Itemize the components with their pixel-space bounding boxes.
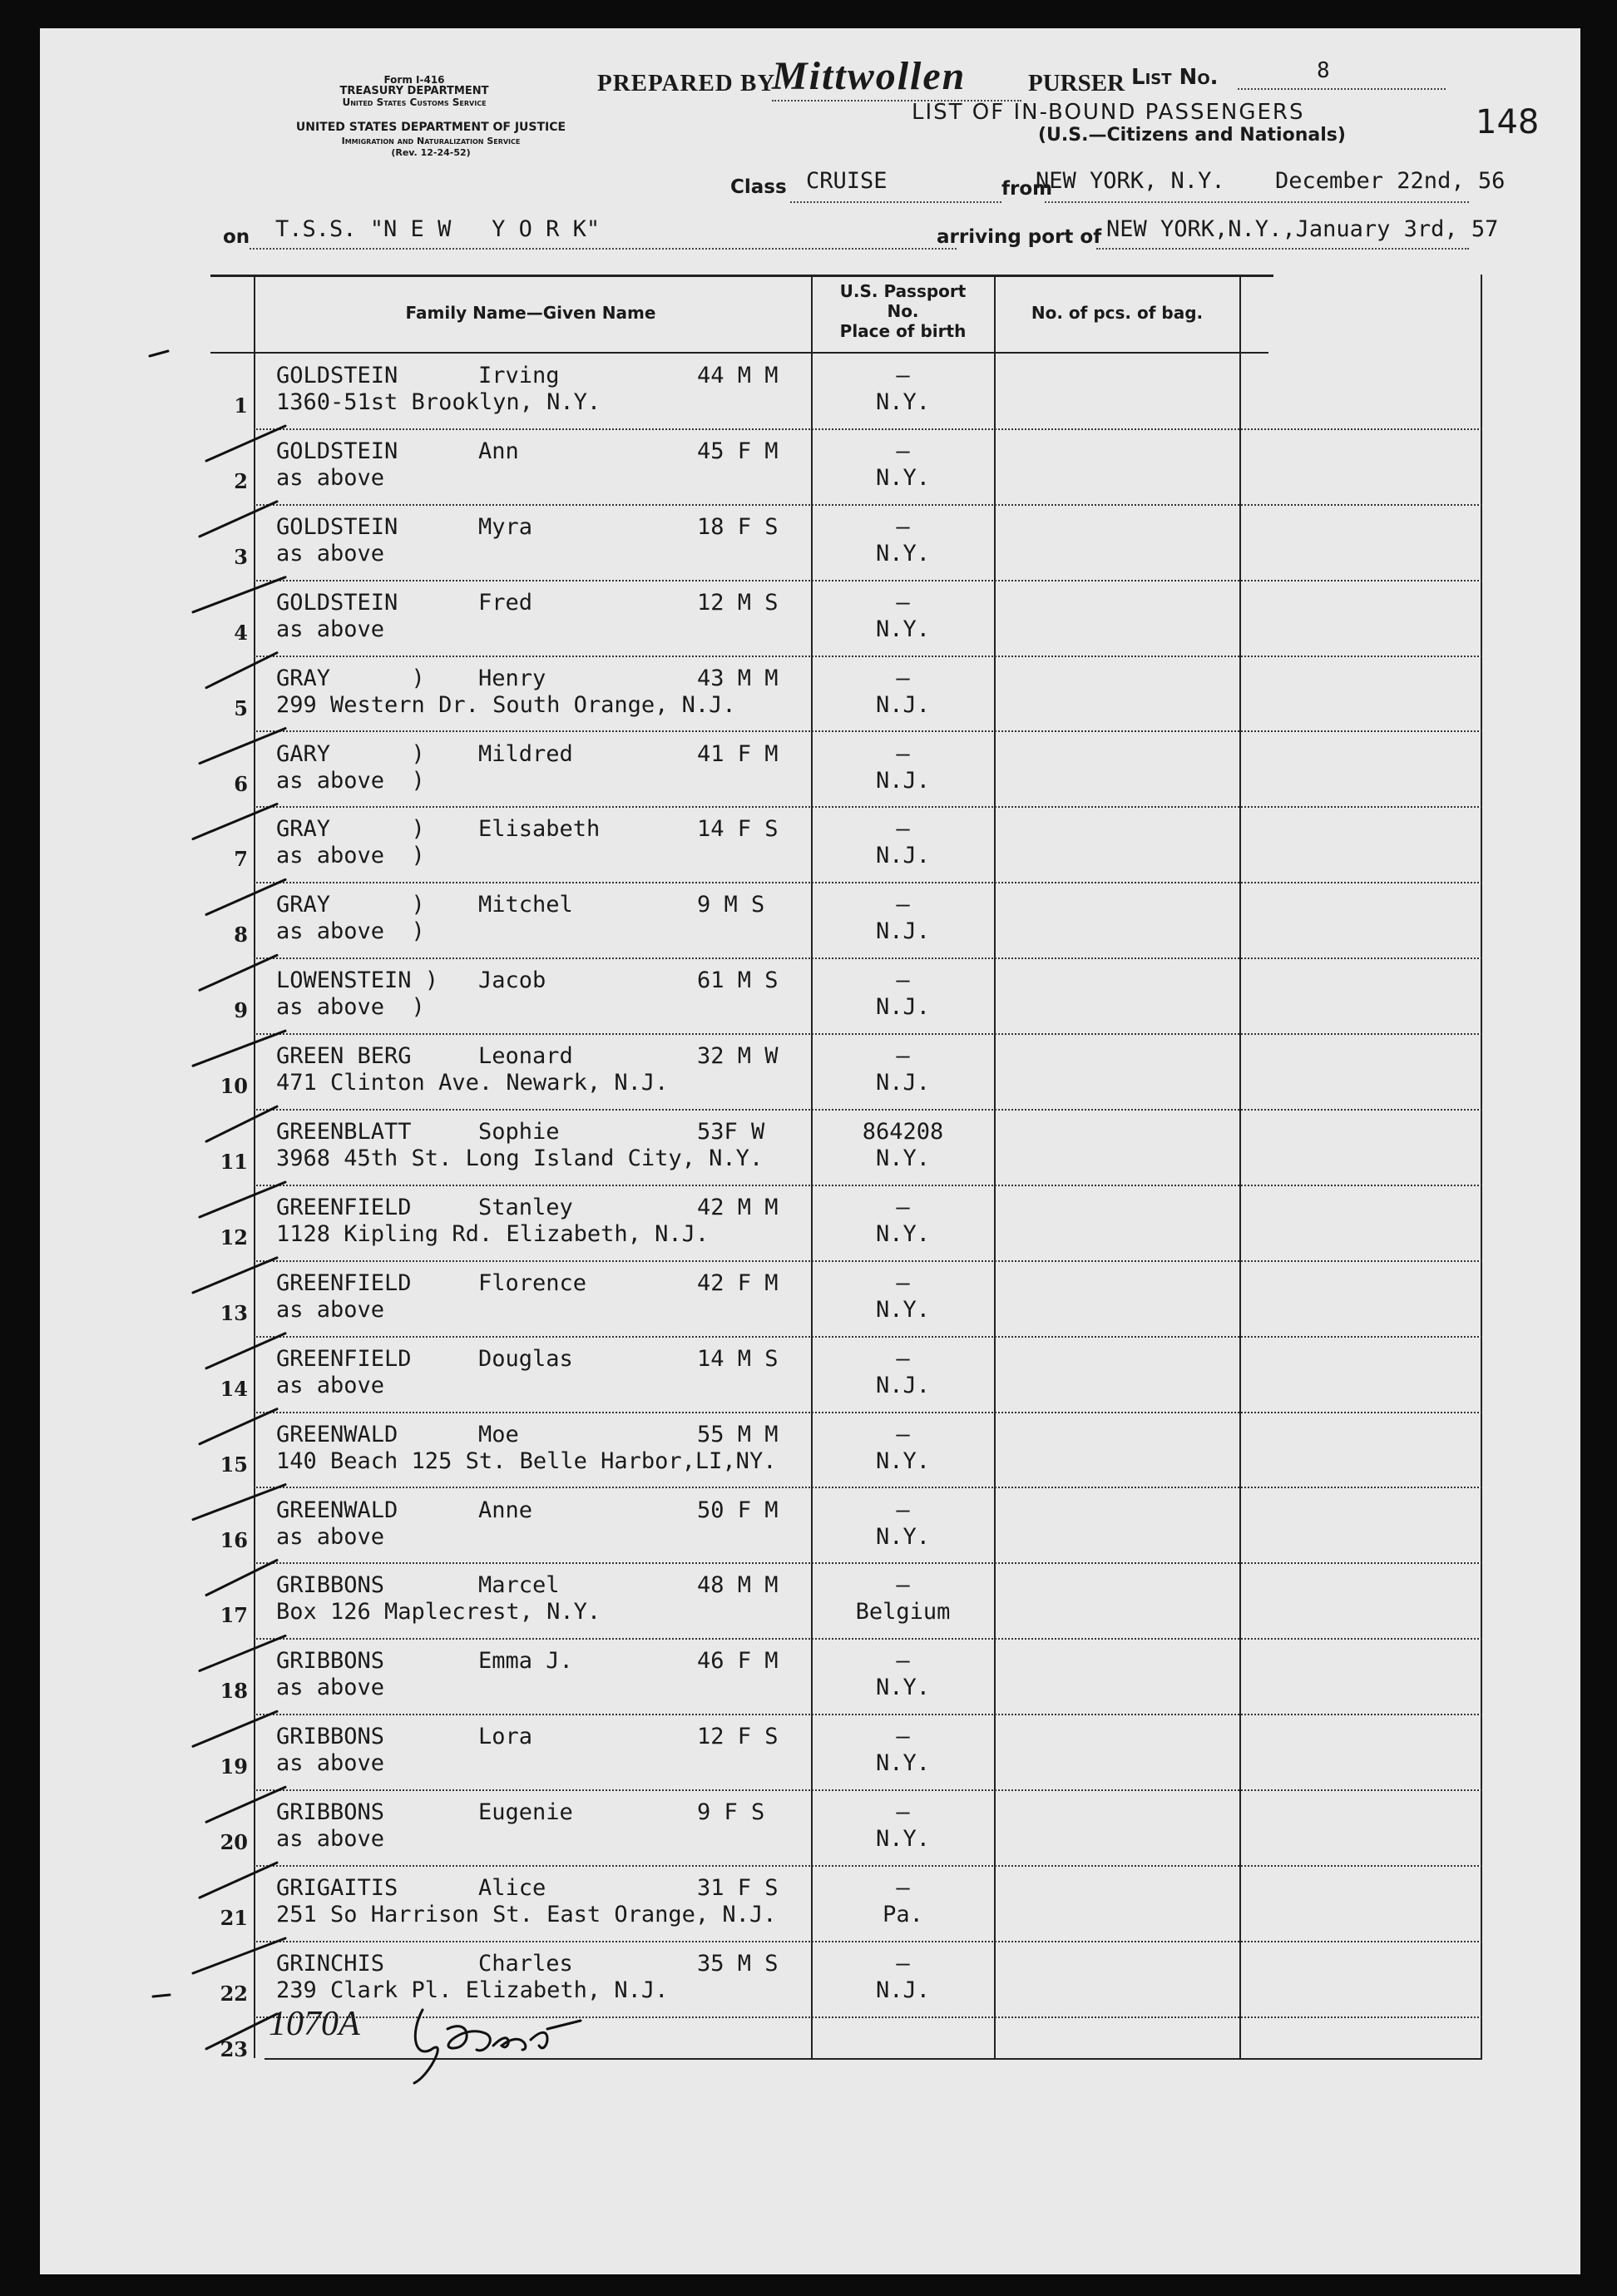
- family-name: GRIBBONS: [276, 1799, 385, 1826]
- list-no-line: [1238, 88, 1446, 90]
- row-number: 6: [234, 771, 248, 796]
- address: as above ): [276, 767, 425, 794]
- arriving-port-line: [1096, 248, 1469, 250]
- row-number: 20: [220, 1830, 248, 1855]
- age-sex-status: 48 M M: [697, 1572, 779, 1599]
- passport-number: –: [896, 1345, 910, 1372]
- family-name: GREEN BERG: [276, 1043, 412, 1070]
- family-name: GOLDSTEIN: [276, 513, 398, 540]
- address: as above: [276, 1296, 385, 1323]
- row-number: 1: [234, 393, 248, 418]
- address: as above ): [276, 994, 425, 1021]
- prepared-by-signature: Mittwollen: [772, 54, 967, 98]
- row-number: 2: [234, 468, 248, 493]
- address: as above: [276, 1826, 385, 1853]
- row-number: 11: [220, 1150, 248, 1174]
- given-name: Anne: [478, 1497, 533, 1523]
- tally-marks: [106, 344, 298, 2100]
- tally-stroke: [193, 1485, 285, 1520]
- address: 1360-51st Brooklyn, N.Y.: [276, 389, 601, 415]
- from-value: NEW YORK, N.Y.: [1036, 168, 1225, 194]
- arriving-port-value: NEW YORK,N.Y.,January 3rd, 57: [1106, 216, 1499, 242]
- tally-stroke: [206, 879, 285, 914]
- tally-stroke: [206, 653, 277, 688]
- age-sex-status: 35 M S: [697, 1950, 779, 1977]
- age-sex-status: 50 F M: [697, 1497, 779, 1523]
- address: as above: [276, 1675, 385, 1701]
- family-name: GREENFIELD: [276, 1194, 412, 1220]
- row-number: 19: [220, 1754, 248, 1779]
- row-number: 7: [234, 847, 248, 872]
- on-label: on: [223, 226, 250, 248]
- row-number: 18: [220, 1679, 248, 1704]
- birthplace: N.Y.: [875, 1826, 931, 1853]
- treasury-department: TREASURY DEPARTMENT: [339, 85, 489, 97]
- age-sex-status: 46 F M: [697, 1648, 779, 1675]
- tally-stroke: [200, 1635, 285, 1670]
- family-name: GRIGAITIS: [276, 1875, 398, 1901]
- address: 239 Clark Pl. Elizabeth, N.J.: [276, 1977, 669, 2003]
- passport-number: –: [896, 740, 910, 767]
- birthplace: N.J.: [875, 1977, 931, 2003]
- list-subtitle: (U.S.—Citizens and Nationals): [1038, 125, 1346, 146]
- tally-stroke: [200, 1409, 277, 1444]
- family-name: GOLDSTEIN: [276, 589, 398, 616]
- form-revision: (Rev. 12-24-52): [391, 147, 471, 158]
- tally-stroke: [206, 1106, 277, 1141]
- birthplace: N.J.: [875, 843, 931, 869]
- row-number: 14: [220, 1376, 248, 1401]
- tally-stroke: [206, 1787, 285, 1822]
- passport-number: –: [896, 1421, 910, 1447]
- tally-stroke: [193, 1258, 277, 1293]
- tally-stroke: [200, 729, 285, 764]
- tally-stroke: [200, 955, 277, 990]
- address: Box 126 Maplecrest, N.Y.: [276, 1599, 601, 1626]
- table-top-rule: [210, 275, 1273, 277]
- tally-stroke: [193, 804, 277, 839]
- given-name: Elisabeth: [478, 816, 601, 843]
- tally-stroke: [206, 1334, 285, 1368]
- address: as above: [276, 1372, 385, 1398]
- age-sex-status: 18 F S: [697, 513, 779, 540]
- passport-number: –: [896, 513, 910, 540]
- birthplace: N.J.: [875, 994, 931, 1021]
- given-name: Florence: [478, 1269, 587, 1296]
- passport-number: –: [896, 816, 910, 843]
- family-name: GOLDSTEIN: [276, 363, 398, 388]
- address: as above ): [276, 843, 425, 869]
- birthplace: N.Y.: [875, 616, 931, 642]
- age-sex-status: 32 M W: [697, 1043, 779, 1070]
- tally-stroke: [193, 577, 285, 612]
- passport-number: –: [896, 1043, 910, 1070]
- given-name: Jacob: [478, 967, 546, 994]
- list-no-label: List No.: [1131, 65, 1219, 90]
- row-number: 22: [220, 1981, 248, 2006]
- row-number: 12: [220, 1225, 248, 1249]
- family-name: GRAY ): [276, 816, 425, 843]
- page-number: 148: [1476, 103, 1540, 141]
- birthplace: N.J.: [875, 767, 931, 794]
- passport-number: –: [896, 1572, 910, 1599]
- tally-stroke: [206, 426, 285, 461]
- birthplace: Pa.: [883, 1902, 923, 1927]
- given-name: Leonard: [478, 1043, 573, 1070]
- handwritten-signature: [406, 2000, 606, 2091]
- given-name: Ann: [478, 438, 519, 464]
- address: 299 Western Dr. South Orange, N.J.: [276, 691, 736, 718]
- address: as above ): [276, 918, 425, 945]
- passport-number: –: [896, 363, 910, 388]
- column-header-name: Family Name—Given Name: [405, 303, 656, 323]
- tally-stroke: [200, 1182, 285, 1217]
- address: as above: [276, 1523, 385, 1550]
- birthplace: N.J.: [875, 691, 931, 718]
- arriving-port-label: arriving port of: [937, 226, 1102, 248]
- family-name: GRIBBONS: [276, 1648, 385, 1675]
- justice-department: UNITED STATES DEPARTMENT OF JUSTICE: [295, 121, 566, 134]
- passport-number: –: [896, 1497, 910, 1523]
- family-name: LOWENSTEIN ): [276, 967, 439, 994]
- given-name: Douglas: [478, 1345, 573, 1372]
- given-name: Myra: [478, 513, 533, 540]
- birthplace: N.Y.: [875, 540, 931, 567]
- family-name: GRIBBONS: [276, 1572, 385, 1599]
- age-sex-status: 31 F S: [697, 1875, 779, 1901]
- age-sex-status: 45 F M: [697, 438, 779, 464]
- address: as above: [276, 540, 385, 567]
- tally-stroke: [206, 2014, 277, 2049]
- passport-number: –: [896, 1799, 910, 1826]
- family-name: GRINCHIS: [276, 1950, 385, 1977]
- birthplace: N.Y.: [875, 1750, 931, 1777]
- given-name: Charles: [478, 1950, 573, 1977]
- passport-number: –: [896, 665, 910, 691]
- tally-stroke: [206, 1561, 277, 1596]
- age-sex-status: 53F W: [697, 1119, 765, 1145]
- row-number: 21: [220, 1906, 248, 1930]
- family-name: GRAY ): [276, 665, 425, 691]
- tally-stroke: [193, 1711, 277, 1746]
- purser-label: PURSER: [1028, 70, 1125, 96]
- age-sex-status: 41 F M: [697, 740, 779, 767]
- row-number: 8: [234, 923, 248, 948]
- birthplace: N.J.: [875, 1372, 931, 1398]
- row-number: 10: [220, 1074, 248, 1099]
- family-name: GOLDSTEIN: [276, 438, 398, 464]
- given-name: Lora: [478, 1724, 533, 1750]
- from-label: from: [1001, 178, 1053, 200]
- class-label: Class: [730, 176, 787, 198]
- family-name: GRAY ): [276, 892, 425, 918]
- family-name: GREENWALD: [276, 1421, 398, 1447]
- immigration-service: Immigration and Naturalization Service: [341, 136, 521, 146]
- family-name: GREENFIELD: [276, 1345, 412, 1372]
- column-header-birthplace: Place of birth: [839, 321, 967, 341]
- age-sex-status: 12 F S: [697, 1724, 779, 1750]
- vessel-name: T.S.S. "N E W Y O R K": [275, 216, 601, 242]
- row-number: 17: [220, 1603, 248, 1628]
- family-name: GREENFIELD: [276, 1269, 412, 1296]
- address: as above: [276, 464, 385, 491]
- age-sex-status: 14 M S: [697, 1345, 779, 1372]
- age-sex-status: 42 F M: [697, 1269, 779, 1296]
- tally-stroke: [200, 1863, 277, 1898]
- birthplace: N.Y.: [875, 1523, 931, 1550]
- given-name: Fred: [478, 589, 533, 616]
- family-name: GARY ): [276, 740, 425, 767]
- birthplace: N.Y.: [875, 1675, 931, 1701]
- given-name: Alice: [478, 1875, 546, 1901]
- given-name: Irving: [478, 363, 560, 388]
- given-name: Eugenie: [478, 1799, 573, 1826]
- from-line: [1045, 201, 1469, 203]
- birthplace: N.Y.: [875, 1220, 931, 1247]
- age-sex-status: 9 M S: [697, 892, 765, 918]
- row-number: 16: [220, 1527, 248, 1552]
- given-name: Emma J.: [478, 1648, 573, 1675]
- family-name: GREENWALD: [276, 1497, 398, 1523]
- passport-number: –: [896, 1950, 910, 1977]
- age-sex-status: 61 M S: [697, 967, 779, 994]
- column-header-bags: No. of pcs. of bag.: [1031, 303, 1204, 323]
- age-sex-status: 14 F S: [697, 816, 779, 843]
- row-number: 4: [234, 620, 248, 645]
- birthplace: N.Y.: [875, 464, 931, 491]
- passport-number: 864208: [862, 1119, 944, 1145]
- list-title: LIST OF IN-BOUND PASSENGERS: [912, 100, 1305, 125]
- birthplace: N.Y.: [875, 1447, 931, 1474]
- row-number: 23: [220, 2037, 248, 2061]
- tally-stroke: [200, 502, 277, 537]
- address: 3968 45th St. Long Island City, N.Y.: [276, 1146, 764, 1171]
- form-number: Form I-416: [383, 74, 445, 86]
- passport-number: –: [896, 892, 910, 918]
- address: 1128 Kipling Rd. Elizabeth, N.J.: [276, 1220, 710, 1247]
- customs-service: United States Customs Service: [342, 96, 487, 108]
- given-name: Henry: [478, 665, 546, 691]
- age-sex-status: 42 M M: [697, 1194, 779, 1220]
- passport-number: –: [896, 589, 910, 616]
- address: 140 Beach 125 St. Belle Harbor,LI,NY.: [276, 1447, 777, 1474]
- vessel-line: [250, 248, 957, 250]
- class-line: [790, 201, 1001, 203]
- address: 471 Clinton Ave. Newark, N.J.: [276, 1070, 669, 1096]
- birthplace: N.J.: [875, 918, 931, 945]
- passport-number: –: [896, 1724, 910, 1750]
- birthplace: N.Y.: [875, 1296, 931, 1323]
- age-sex-status: 43 M M: [697, 665, 779, 691]
- age-sex-status: 12 M S: [697, 589, 779, 616]
- passport-number: –: [896, 1875, 910, 1901]
- address: as above: [276, 616, 385, 642]
- from-date: December 22nd, 56: [1275, 168, 1506, 194]
- birthplace: Belgium: [855, 1599, 951, 1626]
- row-number: 5: [234, 695, 248, 720]
- passport-number: –: [896, 967, 910, 994]
- row-number: 9: [234, 998, 248, 1023]
- birthplace: N.Y.: [875, 389, 931, 415]
- given-name: Mitchel: [478, 892, 573, 918]
- tally-stroke: [193, 1938, 285, 1973]
- age-sex-status: 44 M M: [697, 363, 779, 388]
- row-number: 13: [220, 1300, 248, 1325]
- given-name: Sophie: [478, 1119, 560, 1145]
- list-no-value: 8: [1317, 58, 1330, 83]
- prepared-by-label: PREPARED BY: [597, 70, 776, 96]
- row-number: 3: [234, 544, 248, 569]
- passport-number: –: [896, 1194, 910, 1220]
- table-header-rule: [210, 352, 1268, 354]
- age-sex-status: 55 M M: [697, 1421, 779, 1447]
- given-name: Marcel: [478, 1572, 560, 1599]
- address: as above: [276, 1750, 385, 1777]
- address: 251 So Harrison St. East Orange, N.J.: [276, 1902, 777, 1927]
- given-name: Moe: [478, 1421, 519, 1447]
- family-name: GREENBLATT: [276, 1119, 412, 1145]
- class-value: CRUISE: [806, 168, 888, 194]
- given-name: Stanley: [478, 1194, 573, 1220]
- passport-number: –: [896, 1269, 910, 1296]
- birthplace: N.Y.: [875, 1146, 931, 1171]
- given-name: Mildred: [478, 740, 573, 767]
- birthplace: N.J.: [875, 1070, 931, 1096]
- passport-number: –: [896, 1648, 910, 1675]
- handwritten-note: 1070A: [269, 2005, 360, 2043]
- column-header-passport: U.S. Passport: [839, 281, 967, 301]
- family-name: GRIBBONS: [276, 1724, 385, 1750]
- passport-number: –: [896, 438, 910, 464]
- tally-stroke: [193, 1031, 285, 1066]
- column-header-passport-no: No.: [887, 301, 919, 321]
- age-sex-status: 9 F S: [697, 1799, 765, 1826]
- manifest-page: [40, 28, 1580, 2274]
- row-number: 15: [220, 1452, 248, 1477]
